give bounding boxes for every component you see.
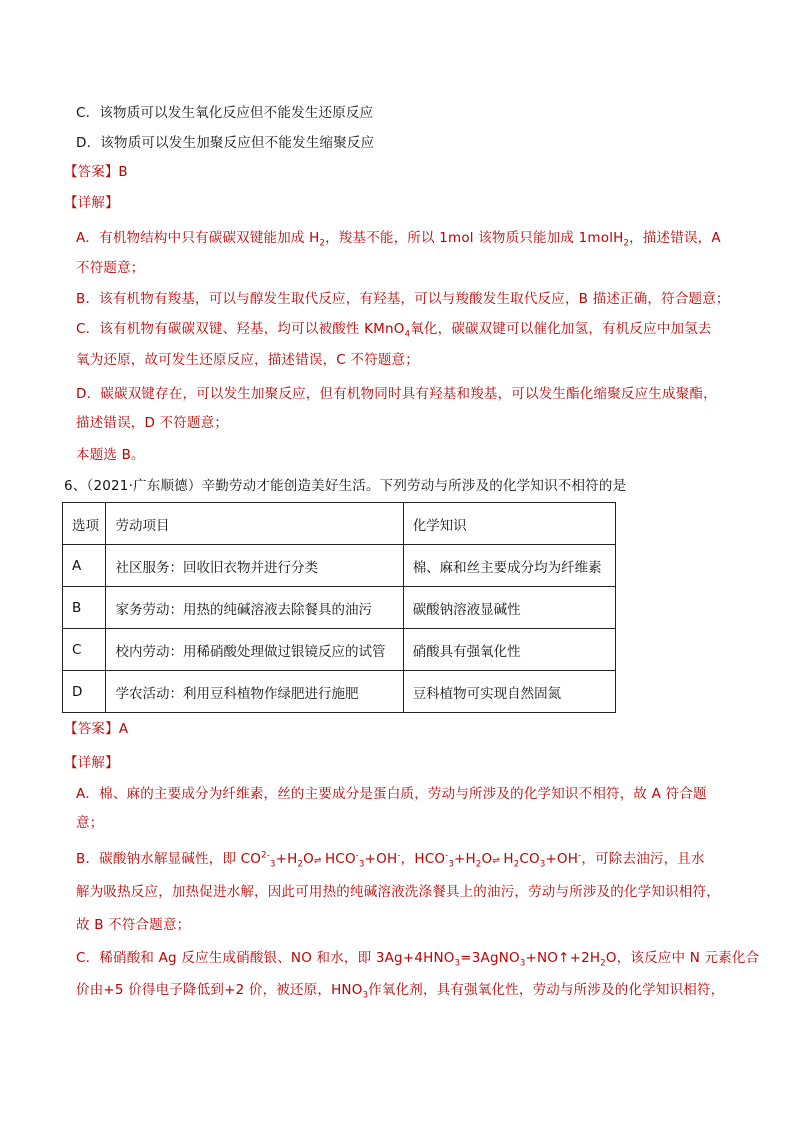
text-run: +OH (364, 851, 398, 867)
table-cell: D (63, 671, 106, 713)
text-run: H (498, 851, 514, 867)
subscript: 4 (404, 329, 411, 340)
table-cell: 硝酸具有强氧化性 (403, 629, 615, 671)
superscript: - (397, 850, 401, 861)
q6-detail-b-line2: 解为吸热反应，加热促进水解，因此可用热的纯碱溶液洗涤餐具上的油污，劳动与所涉及的化学知识相符， (76, 884, 720, 900)
subscript: 2 (513, 859, 520, 870)
table-row (63, 629, 616, 671)
table-header-cell: 劳动项目 (106, 503, 403, 545)
text-run: O (481, 851, 493, 867)
q5-detail-d-line2: 描述错误，D 不符题意； (76, 415, 229, 431)
text-run: C．该有机物有碳碳双键、羟基，均可以被酸性 KMnO (76, 321, 405, 337)
table-cell: B (63, 587, 106, 629)
text-run: 氧化，碳碳双键可以催化加氢，有机反应中加氢去 (410, 321, 712, 337)
text-run: O，该反应中 N 元素化合 (605, 950, 760, 966)
text-run: +H (454, 851, 476, 867)
q5-detail-d-line1: D．碳碳双键存在，可以发生加聚反应，但有机物同时具有羟基和羧基，可以发生酯化缩聚反应生成聚酯， (76, 386, 717, 402)
subscript: 2 (600, 958, 606, 969)
text-run: ，可除去油污，且水 (581, 851, 705, 867)
q5-detail-c-line1 (76, 319, 712, 339)
answer-value-q6: A (118, 721, 129, 737)
subscript: 3 (448, 859, 455, 870)
q6-detail-c-line1 (76, 948, 759, 968)
superscript: - (578, 850, 582, 861)
q5-detail-a-line2: 不符题意； (76, 260, 145, 276)
text-run: B．碳酸钠水解显碱性，即 CO (76, 851, 262, 867)
q5-conclusion: 本题选 B。 (76, 447, 145, 463)
equilibrium-arrow-icon: ⇌ (313, 856, 321, 866)
text-run: +OH (545, 851, 579, 867)
answer-label-q5 (64, 162, 128, 182)
text-run: C．稀硝酸和 Ag 反应生成硝酸银、NO 和水，即 3Ag+4HNO (76, 950, 455, 966)
subscript: 3 (519, 958, 526, 969)
detail-label-text: 详解 (77, 755, 106, 771)
bracket-close: 】 (105, 195, 119, 211)
subscript: 3 (362, 990, 369, 1001)
table-header-cell: 选项 (63, 503, 106, 545)
q6-detail-a-line2: 意； (76, 815, 104, 831)
table-row (63, 587, 616, 629)
option-c-text: C．该物质可以发生氧化反应但不能发生还原反应 (76, 105, 374, 121)
text-run: A．有机物结构中只有碳碳双键能加成 H (76, 230, 320, 246)
subscript: 3 (359, 859, 365, 870)
q6-detail-b-line3: 故 B 不符合题意； (76, 917, 191, 933)
text-run: =3AgNO (460, 950, 520, 966)
text-run: 价由+5 价得电子降低到+2 价，被还原，HNO (76, 982, 363, 998)
table-cell: 校内劳动：用稀硝酸处理做过银镜反应的试管 (106, 629, 403, 671)
answer-value-q5: B (118, 164, 128, 180)
table-cell: 学农活动：利用豆科植物作绿肥进行施肥 (106, 671, 403, 713)
table-row (63, 671, 616, 713)
option-d-text: D．该物质可以发生加聚反应但不能发生缩聚反应 (76, 135, 375, 151)
answer-label-text: 答案 (77, 721, 106, 737)
bracket-open: 【 (64, 164, 78, 180)
bracket-close: 】 (105, 755, 119, 771)
table-cell: A (63, 545, 106, 587)
table-cell: 家务劳动：用热的纯碱溶液去除餐具的油污 (106, 587, 403, 629)
subscript: 3 (270, 859, 276, 870)
bracket-open: 【 (64, 721, 78, 737)
subscript: 2 (297, 859, 304, 870)
table-cell: 社区服务：回收旧衣物并进行分类 (106, 545, 403, 587)
table-row (63, 545, 616, 587)
text-run: HCO (320, 851, 356, 867)
q5-detail-a-line1 (76, 228, 721, 248)
labor-knowledge-table (62, 502, 616, 713)
q5-detail-b-line: B．该有机物有羧基，可以与醇发生取代反应，有羟基，可以与羧酸发生取代反应，B 描述正确，符合题意； (76, 291, 730, 307)
superscript: - (445, 850, 449, 861)
q6-detail-b-line1 (76, 849, 705, 871)
q6-detail-a-line1: A．棉、麻的主要成分为纤维素，丝的主要成分是蛋白质，劳动与所涉及的化学知识不相符，故 A 符合题 (76, 786, 707, 802)
subscript: 3 (539, 859, 546, 870)
bracket-open: 【 (64, 755, 78, 771)
table-header-cell: 化学知识 (403, 503, 615, 545)
table-cell: 碳酸钠溶液显碱性 (403, 587, 615, 629)
table-cell: 棉、麻和丝主要成分均为纤维素 (403, 545, 615, 587)
q5-detail-c-line2: 氧为还原，故可发生还原反应，描述错误，C 不符题意； (76, 352, 419, 368)
text-run: ，描述错误，A (629, 230, 721, 246)
subscript: 3 (454, 958, 461, 969)
superscript: - (355, 850, 360, 861)
table-header-row (63, 503, 616, 545)
q6-stem: 6、（2021·广东顺德）辛勤劳动才能创造美好生活。下列劳动与所涉及的化学知识不相符的是 (64, 478, 627, 494)
q6-detail-c-line2 (76, 980, 724, 1000)
bracket-close: 】 (104, 164, 119, 180)
subscript: 2 (475, 859, 482, 870)
detail-label-q5 (64, 193, 119, 213)
answer-label-q6 (64, 719, 128, 739)
bracket-open: 【 (64, 195, 78, 211)
table-cell: 豆科植物可实现自然固氮 (403, 671, 615, 713)
answer-label-text: 答案 (77, 164, 105, 180)
text-run: 作氧化剂，具有强氧化性，劳动与所涉及的化学知识相符， (368, 982, 725, 998)
text-run: CO (519, 851, 540, 867)
text-run: ，羧基不能，所以 1mol 该物质只能加成 1molH (325, 230, 624, 246)
superscript: 2- (261, 850, 270, 861)
text-run: +H (275, 851, 298, 867)
bracket-close: 】 (105, 721, 119, 737)
equilibrium-arrow-icon: ⇌ (492, 856, 499, 866)
detail-label-text: 详解 (77, 195, 106, 211)
detail-label-q6 (64, 753, 119, 773)
table-cell: C (63, 629, 106, 671)
subscript: 2 (623, 238, 630, 249)
text-run: ，HCO (400, 851, 446, 867)
text-run: O (303, 851, 314, 867)
text-run: +NO↑+2H (525, 950, 601, 966)
subscript: 2 (319, 238, 326, 249)
